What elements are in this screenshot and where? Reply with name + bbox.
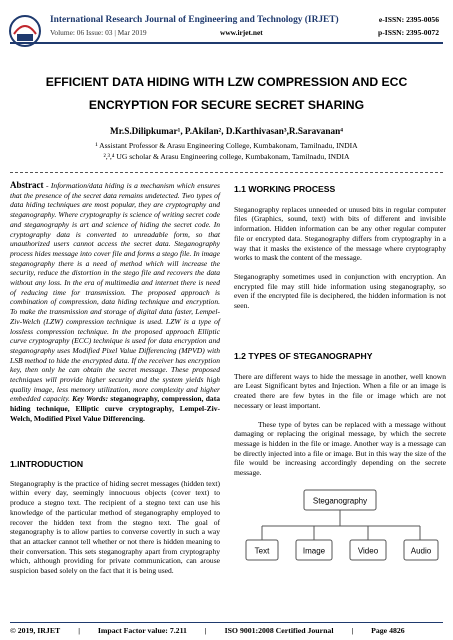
working-process-section: [234, 185, 446, 311]
working-process-para-1: Steganography replaces unneeded or unused bits in regular computer files (Graphics, sound, text) with bits of different and invisible information. Hidden information can be any other regular computer file or encrypted data. Steganography differs from cryptography in a way that it masks the existence of the message where cryptography works to mask the content of the message.: [234, 204, 446, 263]
affiliation-2: ²,³,⁴ UG scholar & Arasu Engineering college, Kumbakonam, Tamilnadu, INDIA: [103, 152, 350, 161]
diagram-root-node: [304, 490, 376, 510]
diagram-root-label: Steganography: [312, 496, 368, 506]
abstract-text: - Information/data hiding is a mechanism which ensures that the presence of the secret data remains undetected. Two types of data hiding techniques are most popular, they are cryptography and steganography. Where cryptography is science of writing secret code and steganography is art and science of hiding the secret code. In cryptography data is converted to unreadable form, so that unauthorized users cannot access the secret data. Steganography process hides message into cover file and forms a stego file. In image steganography there is a need of method which will increase the security, reduce the distortion in the stego file and recovers the data without any loss. In the era of multimedia and internet there is need of reducing time for transmission. The proposed approach is combination of compression, data hiding technique and encryption. To make the transmission and storage of digital data faster, Lempel-Ziv-Welch (LZW) compression technique is used. LZW is a type of lossless compression technique. In the proposed approach Elliptic curve cryptography (ECC) technique is used for data encryption and steganography uses Modified Pixel Value Differencing (MPVD) with LSB method to hide the encrypted data. If the receiver has encryption key, then only he can obtain the secret message. These proposed techniques will provide higher security and the system yields high quality image, less memory utilization, more complexity and higher embedded capacity.: [10, 181, 220, 404]
abstract-label: Abstract: [10, 180, 44, 190]
journal-name: International Research Journal of Engineering and Technology (IRJET): [50, 15, 339, 25]
working-process-heading: 1.1 WORKING PROCESS: [234, 184, 336, 194]
introduction-section: [10, 460, 220, 576]
footer-divider: |: [204, 626, 207, 635]
types-para-2: These type of bytes can be replaced with a message without damaging or replacing the original message, by which the secrete message is hidden in the file or image. Another way is a message can be directly injected into a file or image. But in this way the size of the file would be increasing accordingly depending on the secrete message.: [234, 419, 446, 478]
types-heading: 1.2 TYPES OF STEGANOGRAPHY: [234, 351, 373, 361]
header-divider: [10, 42, 443, 44]
journal-header: [0, 0, 453, 70]
diagram-node-text: [246, 540, 278, 560]
diagram-node-text-label: Text: [254, 546, 270, 556]
volume-issue: Volume: 06 Issue: 03 | Mar 2019: [50, 28, 147, 37]
types-para-1: There are different ways to hide the message in another, well known are Least Significant bytes and Injection. When a file or an image is created there are few bytes in the file or image which are not necessary or least important.: [234, 371, 446, 410]
footer-divider: |: [78, 626, 80, 635]
section-separator: [10, 172, 443, 173]
diagram-node-audio-label: Audio: [410, 546, 432, 556]
diagram-node-image: [296, 540, 332, 560]
paper-authors: Mr.S.Dilipkumar¹, P.Akilan², D.Karthivasan³,R.Saravanan⁴: [110, 126, 343, 136]
footer-page-number: Page 4826: [371, 626, 405, 635]
abstract-section: [10, 181, 220, 424]
diagram-node-audio: [404, 540, 438, 560]
footer-impact-factor: Impact Factor value: 7.211: [97, 626, 187, 635]
page-footer: [10, 622, 443, 635]
paper-title-line2: ENCRYPTION FOR SECURE SECRET SHARING: [88, 98, 365, 112]
types-section: [234, 352, 446, 478]
keywords-label: Key Words:: [72, 394, 109, 404]
paper-title-line1: EFFICIENT DATA HIDING WITH LZW COMPRESSION AND ECC: [45, 75, 408, 89]
affiliation-1: ¹ Assistant Professor & Arasu Engineering College, Kumbakonam, Tamilnadu, INDIA: [95, 141, 358, 150]
p-issn: p-ISSN: 2395-0072: [378, 28, 439, 37]
introduction-text: Steganography is the practice of hiding secret messages (hidden text) within every day, seemingly innocuous objects (cover text) to produce a stegno text. The recipient of a stegno text can use his knowledge of the particular method of steganography employed to recover the hidden text from the stegno text. The goal of steganography is to allow parties to converse covertly in such a way that an attacker cannot tell whether or not there is hidden meaning to their conversation. This sets steganography apart from cryptography which, although providing for private communication, can arouse suspicion based solely on the fact that it is being used.: [10, 478, 220, 576]
e-issn: e-ISSN: 2395-0056: [378, 15, 439, 24]
introduction-heading: 1.INTRODUCTION: [10, 459, 84, 469]
diagram-node-image-label: Image: [302, 546, 326, 556]
keywords-text: steganography, compression, data hiding technique, Elliptic curve cryptography, Lempel-Ziv-Welch, Modified Pixel Value Differencing.: [10, 394, 220, 423]
diagram-node-video-label: Video: [357, 546, 379, 556]
footer-iso: ISO 9001:2008 Certified Journal: [224, 626, 334, 635]
journal-website[interactable]: www.irjet.net: [220, 28, 263, 37]
working-process-para-2: Steganography sometimes used in conjunction with encryption. An encrypted file may still hide information using steganography, so even if the encrypted file is deciphered, the hidden information is not seen.: [234, 271, 446, 311]
steganography-types-diagram: [234, 486, 446, 600]
diagram-node-video: [350, 540, 386, 560]
footer-copyright: © 2019, IRJET: [10, 626, 61, 635]
footer-divider: |: [351, 626, 354, 635]
